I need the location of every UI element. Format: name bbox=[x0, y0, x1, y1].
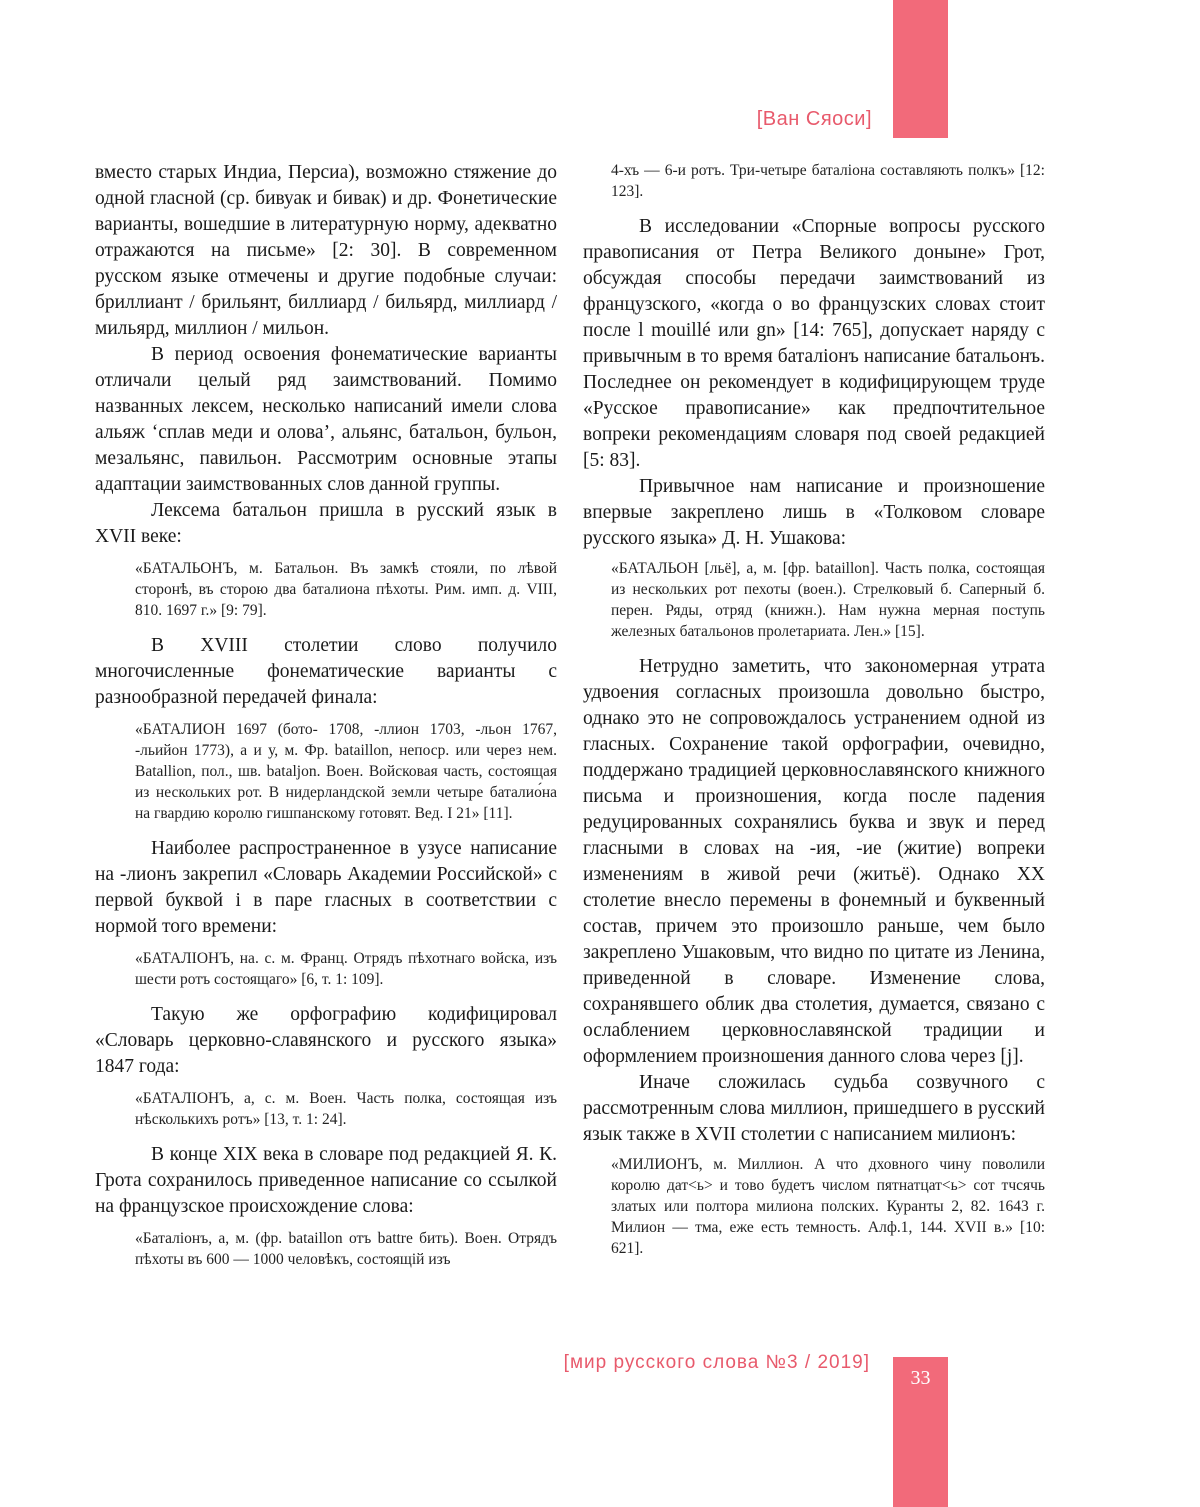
dictionary-quote: «БАТАЛИОН 1697 (бото- 1708, -ллион 1703, -льон 1767, -льийон 1773), а и у, м. Фр. bataillon, непоср. или через нем. Batallion, пол., шв. bataljon. Воен. Войсковая часть, состоящая из нескольких рот. В нидерландской земли четыре баталио́на на гвардию королю гишпанскому готовят. Вед. I 21» [11]. bbox=[135, 721, 557, 822]
dictionary-quote: «МИЛИОНЪ, м. Миллион. А что дховного чину поволили королю дат<ь> и тово будетъ числом пятнатцат<ь> сот тчсячь златых или полтора милиона полских. Куранты 2, 82. 1643 г. Милион — тма, еже есть темность. Алф.1, 144. XVII в.» [10: 621]. bbox=[611, 1156, 1045, 1257]
running-head-author: [Ван Сяоси] bbox=[756, 108, 872, 130]
journal-title: [мир русского слова №3 / 2019] bbox=[563, 1352, 870, 1373]
page-number: 33 bbox=[910, 1367, 931, 1389]
paragraph: Наиболее распространенное в узусе написание на -лионъ закрепил «Словарь Академии Российской» с первой буквой і в паре гласных в соответствии с нормой того времени: bbox=[95, 838, 557, 937]
paragraph: В XVIII столетии слово получило многочисленные фонематические варианты с разнообразной передачей финала: bbox=[95, 635, 557, 708]
dictionary-quote: «БАТАЛІОНЪ, а, с. м. Воен. Часть полка, состоящая изъ нѣсколькихъ ротъ» [13, т. 1: 24]. bbox=[135, 1090, 557, 1128]
paragraph: Привычное нам написание и произношение впервые закреплено лишь в «Толковом словаре русского языка» Д. Н. Ушакова: bbox=[583, 476, 1045, 549]
dictionary-quote-continued: 4-хъ — 6-и ротъ. Три-четыре баталіона составляють полкъ» [12: 123]. bbox=[611, 162, 1045, 200]
left-column bbox=[95, 160, 557, 1282]
header-accent-bar bbox=[893, 0, 948, 138]
dictionary-quote: «БАТАЛЬОНЪ, м. Батальон. Въ замкѣ стояли, по лѣвой сторонѣ, въ сторою два баталиона пѣхоты. Рим. имп. д. VIII, 810. 1697 г.» [9: 79]. bbox=[135, 560, 557, 619]
paragraph: Иначе сложилась судьба созвучного с рассмотренным слова миллион, пришедшего в русский язык также в XVII столетии с написанием милионъ: bbox=[583, 1072, 1045, 1145]
paragraph: вместо старых Индиа, Персиа), возможно стяжение до одной гласной (ср. бивуак и бивак) и др. Фонетические варианты, вошедшие в литературную норму, адекватно отражаются на письме» [2: 30]. В современном русском языке отмечены и другие подобные случаи: бриллиант / брильянт, биллиард / бильярд, миллиард / мильярд, миллион / мильон. bbox=[95, 162, 557, 339]
paragraph: В исследовании «Спорные вопросы русского правописания от Петра Великого доныне» Грот, обсуждая способы передачи заимствований из французского, «когда о во французских словах стоит после l mouillé или gn» [14: 765], допускает наряду с привычным в то время баталіонъ написание батальонъ. Последнее он рекомендует в кодифицирующем труде «Русское правописание» как предпочтительное вопреки рекомендациям словаря под своей редакцией [5: 83]. bbox=[583, 216, 1045, 471]
paragraph: В период освоения фонематические варианты отличали целый ряд заимствований. Помимо названных лексем, несколько написаний имели слова альяж ‘сплав меди и олова’, альянс, батальон, бульон, мезальянс, павильон. Рассмотрим основные этапы адаптации заимствованных слов данной группы. bbox=[95, 344, 557, 495]
dictionary-quote: «БАТАЛЬОН [льё], а, м. [фр. bataillon]. Часть полка, состоящая из нескольких рот пехоты (воен.). Стрелковый б. Саперный б. перен. Ряды, отряд (книжн.). Нам нужна мерная поступь железных батальонов пролетариата. Лен.» [15]. bbox=[611, 560, 1045, 640]
dictionary-quote: «Баталіонъ, а, м. (фр. bataillon отъ battre бить). Воен. Отрядъ пѣхоты въ 600 — 1000 человѣкъ, состоящій изъ bbox=[135, 1230, 557, 1268]
paragraph: Нетрудно заметить, что закономерная утрата удвоения согласных произошла довольно быстро, однако это не сопровождалось устранением одной из гласных. Сохранение такой орфографии, очевидно, поддержано традицией церковнославянского книжного письма и произношения, когда после падения редуцированных сохранялись буква и звук и перед гласными в словах на -ия, -ие (житие) вопреки изменениям в живой речи (житьё). Однако XX столетие внесло перемены в фонемный и буквенный состав, причем это произошло раньше, чем было закреплено Ушаковым, что видно по цитате из Ленина, приведенной в словаре. Изменение слова, сохранявшего облик два столетия, думается, связано с ослаблением церковнославянской традиции и оформлением произношения данного слова через [j]. bbox=[583, 656, 1045, 1067]
paragraph: Такую же орфографию кодифицировал «Словарь церковно-славянского и русского языка» 1847 года: bbox=[95, 1004, 557, 1077]
right-column bbox=[583, 160, 1045, 1271]
paragraph: Лексема батальон пришла в русский язык в XVII веке: bbox=[95, 500, 557, 547]
dictionary-quote: «БАТАЛІОНЪ, на. с. м. Франц. Отрядъ пѣхотнаго войска, изъ шести ротъ состоящаго» [6, т. 1: 109]. bbox=[135, 950, 557, 988]
paragraph: В конце XIX века в словаре под редакцией Я. К. Грота сохранилось приведенное написание со ссылкой на французское происхождение слова: bbox=[95, 1144, 557, 1217]
